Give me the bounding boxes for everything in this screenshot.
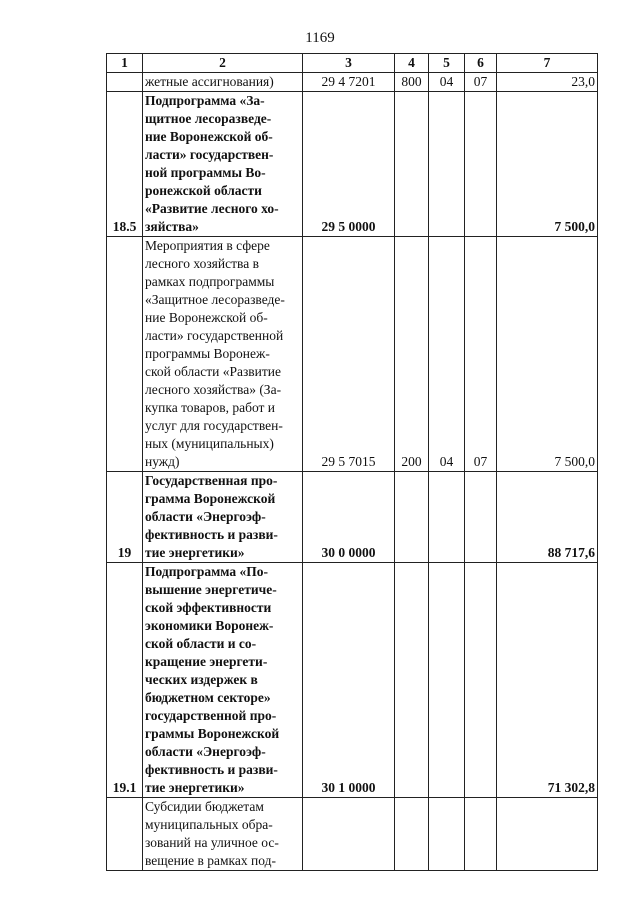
row-target-code: 29 5 7015 xyxy=(303,237,395,472)
row-subsection xyxy=(465,563,497,798)
row-number xyxy=(107,73,143,92)
row-section: 04 xyxy=(429,237,465,472)
row-number: 18.5 xyxy=(107,92,143,237)
row-expense-type xyxy=(395,563,429,798)
table-row xyxy=(107,472,598,563)
row-amount: 7 500,0 xyxy=(497,237,598,472)
budget-table xyxy=(106,53,598,871)
row-section xyxy=(429,472,465,563)
row-target-code: 30 0 0000 xyxy=(303,472,395,563)
row-subsection xyxy=(465,798,497,871)
row-section xyxy=(429,798,465,871)
column-header: 4 xyxy=(395,54,429,73)
row-target-code: 29 4 7201 xyxy=(303,73,395,92)
row-description: жетные ассигнования) xyxy=(143,73,303,92)
row-expense-type xyxy=(395,92,429,237)
row-section xyxy=(429,92,465,237)
row-subsection: 07 xyxy=(465,73,497,92)
column-header: 7 xyxy=(497,54,598,73)
row-expense-type: 200 xyxy=(395,237,429,472)
row-subsection xyxy=(465,92,497,237)
row-section: 04 xyxy=(429,73,465,92)
row-section xyxy=(429,563,465,798)
row-target-code xyxy=(303,798,395,871)
table-row xyxy=(107,92,598,237)
row-target-code: 29 5 0000 xyxy=(303,92,395,237)
row-amount xyxy=(497,798,598,871)
row-subsection xyxy=(465,472,497,563)
row-expense-type xyxy=(395,798,429,871)
row-amount: 23,0 xyxy=(497,73,598,92)
column-header: 6 xyxy=(465,54,497,73)
row-description: Государственная про- грамма Воронежской области «Энергоэф- фективность и разви- тие энергетики» xyxy=(143,472,303,563)
row-number xyxy=(107,798,143,871)
row-description: Субсидии бюджетам муниципальных обра- зований на уличное ос- вещение в рамках под- xyxy=(143,798,303,871)
table-row xyxy=(107,563,598,798)
row-expense-type xyxy=(395,472,429,563)
table-row xyxy=(107,798,598,871)
row-amount: 88 717,6 xyxy=(497,472,598,563)
row-target-code: 30 1 0000 xyxy=(303,563,395,798)
table-row xyxy=(107,73,598,92)
row-number: 19.1 xyxy=(107,563,143,798)
column-header: 2 xyxy=(143,54,303,73)
row-subsection: 07 xyxy=(465,237,497,472)
row-amount: 71 302,8 xyxy=(497,563,598,798)
page-number: 1169 xyxy=(305,30,335,46)
row-amount: 7 500,0 xyxy=(497,92,598,237)
column-header: 5 xyxy=(429,54,465,73)
row-description: Подпрограмма «За- щитное лесоразведе- ние Воронежской об- ласти» государствен- ной программы Во- ронежской области «Развитие лесного хо- зяйства» xyxy=(143,92,303,237)
table-row xyxy=(107,237,598,472)
row-expense-type: 800 xyxy=(395,73,429,92)
table-header-row xyxy=(107,54,598,73)
column-header: 1 xyxy=(107,54,143,73)
column-header: 3 xyxy=(303,54,395,73)
row-description: Мероприятия в сфере лесного хозяйства в рамках подпрограммы «Защитное лесоразведе- ние Воронежской об- ласти» государственной программы Воронеж- ской области «Развитие лесного хозяйства» (За- купка товаров, работ и услуг для государствен- ных (муниципальных) нужд) xyxy=(143,237,303,472)
row-number: 19 xyxy=(107,472,143,563)
row-number xyxy=(107,237,143,472)
row-description: Подпрограмма «По- вышение энергетиче- ской эффективности экономики Воронеж- ской области и со- кращение энергети- ческих издержек в бюджетном секторе» государственной про- граммы Воронежской области «Энергоэф- фективность и разви- тие энергетики» xyxy=(143,563,303,798)
